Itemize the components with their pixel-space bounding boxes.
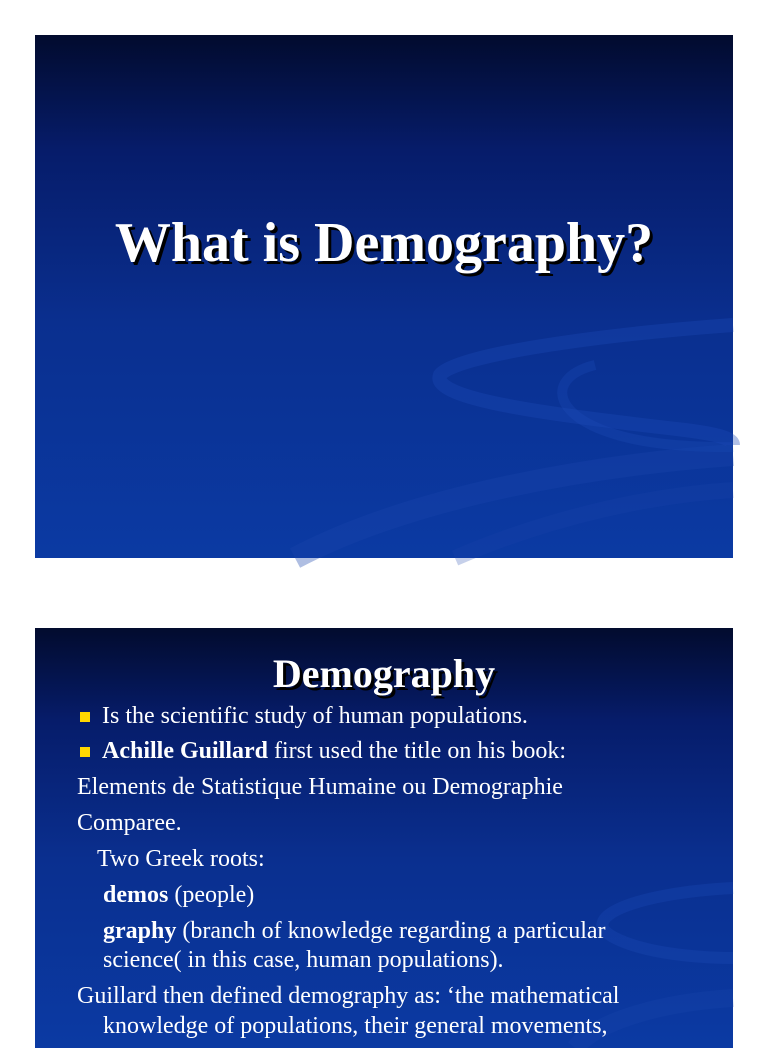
title-slide <box>35 35 733 558</box>
root-meaning: (branch of knowledge regarding a particular <box>176 918 606 944</box>
definition-line: Guillard then defined demography as: ‘the mathematical <box>77 983 620 1009</box>
slide-title: Demography <box>272 651 496 696</box>
definition-line: knowledge of populations, their general movements, <box>103 1013 608 1039</box>
roots-intro: Two Greek roots: <box>97 846 265 872</box>
slide-title: What is Demography? <box>114 212 654 274</box>
swirl-decoration <box>35 35 733 558</box>
book-title-line: Comparee. <box>77 810 182 836</box>
bullet-text <box>102 733 566 769</box>
bullet-square-icon <box>80 712 90 722</box>
book-title-line: Elements de Statistique Humaine ou Demographie <box>77 774 563 800</box>
content-slide <box>35 628 733 1048</box>
bullet-square-icon <box>80 747 90 757</box>
root-word: demos <box>103 882 169 908</box>
root-word: graphy <box>103 918 177 944</box>
root-meaning: (people) <box>168 882 255 908</box>
root-demos <box>103 877 254 913</box>
bullet-text-rest: first used the title on his book: <box>268 738 566 764</box>
bullet-text: Is the scientific study of human populations. <box>102 703 528 729</box>
author-name: Achille Guillard <box>102 738 269 764</box>
root-graphy-continued: science( in this case, human populations). <box>103 947 504 973</box>
